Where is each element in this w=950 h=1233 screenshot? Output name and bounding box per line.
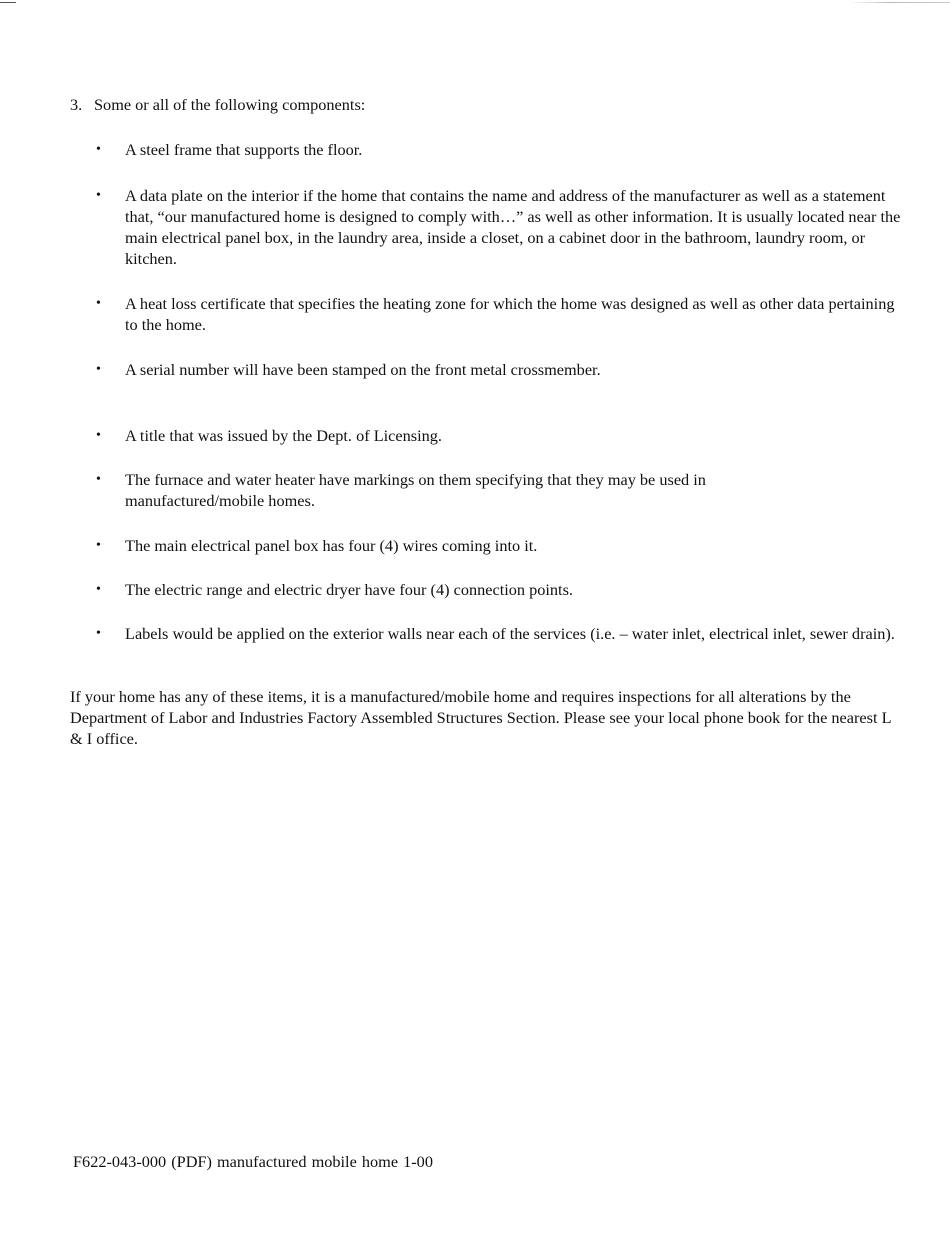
list-item [96, 139, 908, 160]
list-item [96, 359, 908, 380]
list-item-text: A title that was issued by the Dept. of Licensing. [125, 426, 442, 445]
list-item [96, 293, 908, 335]
scan-artifact-mark [850, 2, 950, 3]
bullet-icon: • [96, 428, 101, 443]
bullet-icon: • [96, 362, 101, 377]
list-item [96, 425, 908, 446]
list-item-text: A data plate on the interior if the home that contains the name and address of the manufacturer as well as a statement that, “our manufactured home is designed to comply with…” as well as other information. It is usually located near the main electrical panel box, in the laundry area, inside a closet, on a cabinet door in the bathroom, laundry room, or kitchen. [125, 186, 901, 268]
bullet-icon: • [96, 626, 101, 641]
list-item-text: A heat loss certificate that specifies the heating zone for which the home was designed as well as other data pertaining to the home. [125, 294, 895, 334]
intro-text: Some or all of the following components: [94, 95, 366, 114]
bullet-icon: • [96, 538, 101, 553]
bullet-icon: • [96, 296, 101, 311]
numbered-item-intro [70, 94, 365, 115]
document-footer: F622-043-000 (PDF) manufactured mobile home 1-00 [73, 1152, 433, 1171]
list-item [96, 469, 796, 511]
closing-paragraph: If your home has any of these items, it is a manufactured/mobile home and requires inspections for all alterations by the Department of Labor and Industries Factory Assembled Structures Section. Please see your local phone book for the nearest L & I office. [70, 687, 891, 748]
bullet-icon: • [96, 582, 101, 597]
bullet-icon: • [96, 188, 101, 203]
list-item-text: The main electrical panel box has four (4) wires coming into it. [125, 536, 538, 555]
item-number: 3. [70, 95, 83, 114]
list-item [96, 535, 908, 556]
list-item-text: The electric range and electric dryer have four (4) connection points. [125, 580, 573, 599]
list-item-text: A steel frame that supports the floor. [125, 140, 363, 159]
bullet-icon: • [96, 472, 101, 487]
scan-artifact-mark [0, 2, 16, 3]
list-item [96, 185, 908, 269]
list-item-text: The furnace and water heater have markings on them specifying that they may be used in manufactured/mobile homes. [125, 470, 706, 510]
list-item [96, 623, 908, 644]
list-item-text: Labels would be applied on the exterior walls near each of the services (i.e. – water inlet, electrical inlet, sewer drain). [125, 624, 895, 643]
bullet-icon: • [96, 142, 101, 157]
list-item [96, 579, 908, 600]
list-item-text: A serial number will have been stamped on the front metal crossmember. [125, 360, 601, 379]
